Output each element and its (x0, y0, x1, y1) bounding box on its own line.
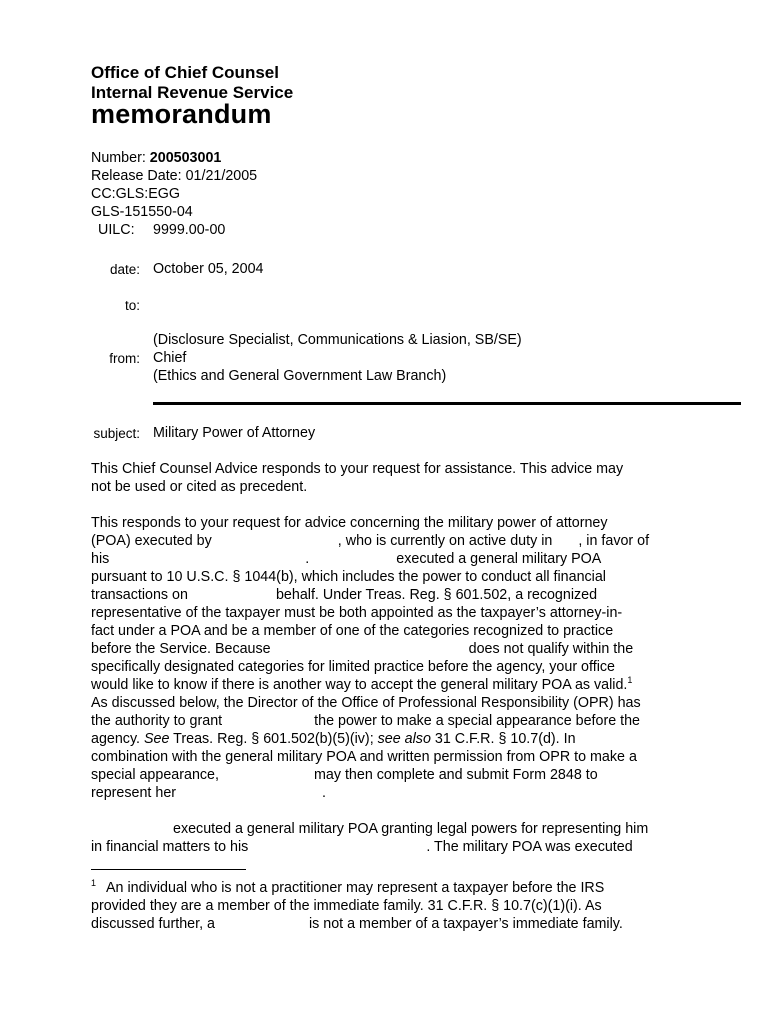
body2-line-2 (91, 838, 633, 856)
body1-line-11: As discussed below, the Director of the Office of Professional Responsibility (OPR) has (91, 695, 641, 711)
memo-title: memorandum (91, 99, 272, 129)
body1-line-3 (91, 550, 601, 568)
body1-line-5 (91, 586, 597, 604)
text-run: 31 C.F.R. § 10.7(d). In (430, 731, 576, 747)
footnote-ref: 1 (627, 675, 633, 686)
gls-code: GLS-151550-04 (91, 204, 193, 220)
text-run: , who is currently on active duty in (337, 533, 553, 549)
intro-line-1: This Chief Counsel Advice responds to your request for assistance. This advice may (91, 461, 624, 477)
text-run: , in favor of (578, 533, 650, 549)
body1-line-10 (91, 676, 632, 694)
body1-line-15 (91, 766, 598, 784)
text-run: (POA) executed by (91, 533, 212, 549)
date-value: October 05, 2004 (153, 261, 264, 277)
body2-line-1: executed a general military POA granting legal powers for representing him (173, 821, 649, 837)
number-label: Number: (91, 150, 150, 166)
body1-line-8 (91, 640, 633, 658)
to-label: to: (124, 298, 140, 313)
from-line-2: (Ethics and General Government Law Branch) (153, 368, 447, 384)
text-run: see also (377, 731, 431, 747)
text-run: before the Service. Because (91, 641, 271, 657)
from-line-1: Chief (153, 350, 187, 366)
office-title: Office of Chief Counsel (91, 63, 279, 82)
footnote-line-3 (91, 915, 623, 933)
text-run: discussed further, a (91, 916, 215, 932)
from-label: from: (109, 351, 140, 366)
text-run: . The military POA was executed (426, 839, 633, 855)
to-line: (Disclosure Specialist, Communications & Liasion, SB/SE) (153, 332, 522, 348)
body1-line-7: fact under a POA and be a member of one of the categories recognized to practice (91, 623, 614, 639)
body1-line-14: combination with the general military POA and written permission from OPR to make a (91, 749, 637, 765)
body1-line-2 (91, 532, 649, 550)
text-run: represent her (91, 785, 177, 801)
footnote-line-2: provided they are a member of the immediate family. 31 C.F.R. § 10.7(c)(1)(i). As (91, 898, 602, 914)
release-date: Release Date: 01/21/2005 (91, 168, 258, 184)
text-run: the authority to grant (91, 713, 223, 729)
text-run: is not a member of a taxpayer’s immediate family. (308, 916, 623, 932)
text-run: behalf. Under Treas. Reg. § 601.502, a recognized (275, 587, 598, 603)
subject-value: Military Power of Attorney (153, 425, 316, 441)
footnote-marker: 1 (91, 878, 97, 889)
text-run: See (144, 731, 170, 747)
body1-line-4: pursuant to 10 U.S.C. § 1044(b), which includes the power to conduct all financial (91, 569, 606, 585)
text-run: . (322, 785, 327, 801)
body1-line-13 (91, 730, 576, 748)
text-run: his (91, 551, 110, 567)
cc-code: CC:GLS:EGG (91, 186, 180, 202)
footnote-rule (91, 869, 246, 870)
uilc-value: 9999.00-00 (153, 222, 226, 238)
body1-line-1: This responds to your request for advice concerning the military power of attorney (91, 515, 608, 531)
body1-line-16 (91, 784, 326, 802)
date-label: date: (109, 262, 140, 277)
text-run: may then complete and submit Form 2848 to (313, 767, 598, 783)
number-line (91, 149, 221, 167)
text-run: An individual who is not a practitioner may represent a taxpayer before the IRS (106, 880, 605, 896)
text-run: would like to know if there is another way to accept the general military POA as valid. (91, 677, 628, 693)
body1-line-9: specifically designated categories for limited practice before the agency, your office (91, 659, 615, 675)
body1-line-6: representative of the taxpayer must be both appointed as the taxpayer’s attorney-in- (91, 605, 623, 621)
service-title: Internal Revenue Service (91, 83, 294, 102)
text-run: the power to make a special appearance before the (314, 713, 641, 729)
body1-line-12 (91, 712, 640, 730)
text-run: . (305, 551, 310, 567)
text-run: agency. (91, 731, 144, 747)
text-run: transactions on (91, 587, 188, 603)
header-rule (153, 402, 741, 405)
text-run: executed a general military POA (396, 551, 602, 567)
text-run: in financial matters to his (91, 839, 249, 855)
uilc-label: UILC: (98, 222, 135, 238)
footnote-line-1 (91, 879, 604, 897)
text-run: does not qualify within the (468, 641, 634, 657)
subject-label: subject: (93, 426, 140, 441)
number-value: 200503001 (149, 150, 222, 166)
intro-line-2: not be used or cited as precedent. (91, 479, 308, 495)
text-run: Treas. Reg. § 601.502(b)(5)(iv); (169, 731, 378, 747)
text-run: special appearance, (91, 767, 219, 783)
